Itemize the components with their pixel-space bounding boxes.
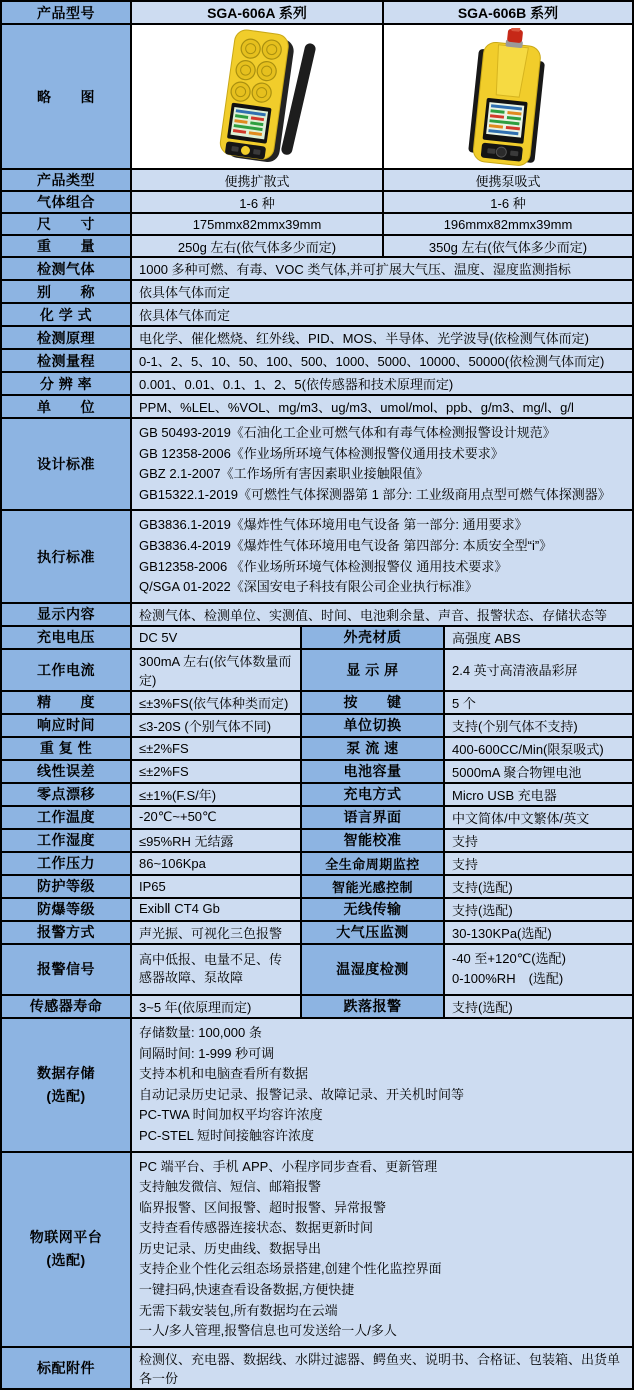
row-label: 检测原理 [2, 327, 132, 350]
row-value: 1000 多种可燃、有毒、VOC 类气体,并可扩展大气压、温度、湿度监测指标 [132, 258, 634, 281]
row-label: 响应时间 [2, 715, 132, 738]
row-value: 依具体气体而定 [132, 281, 634, 304]
label-line: 数据存储 [37, 1064, 95, 1081]
row-value: ≤95%RH 无结露 [132, 830, 302, 853]
row-label: 大气压监测 [302, 922, 445, 945]
storage-line: 存储数量: 100,000 条 [139, 1024, 262, 1040]
label-line: (选配) [46, 1252, 86, 1269]
row-value-b: 1-6 种 [384, 192, 634, 214]
iot-line: 一键扫码,快速查看设备数据,方便快捷 [139, 1282, 355, 1298]
storage-line: PC-TWA 时间加权平均容许浓度 [139, 1107, 323, 1123]
table-row [2, 350, 634, 373]
row-value: 声光振、可视化三色报警 [132, 922, 302, 945]
device-image-sga606a [132, 25, 384, 170]
row-label: 智能光感控制 [302, 876, 445, 899]
row-label: 分 辨 率 [2, 373, 132, 396]
table-row-data-storage [2, 1019, 634, 1153]
standard-line: GBZ 2.1-2007《工作场所有害因素职业接触限值》 [139, 466, 429, 482]
storage-line: 间隔时间: 1-999 秒可调 [139, 1045, 275, 1061]
row-value: ExibⅡ CT4 Gb [132, 899, 302, 922]
table-row [2, 604, 634, 627]
row-value-a: 1-6 种 [132, 192, 384, 214]
table-row [2, 214, 634, 236]
row-value-a: 175mmx82mmx39mm [132, 214, 384, 236]
iot-line: 临界报警、区间报警、超时报警、异常报警 [139, 1199, 387, 1215]
row-label: 充电电压 [2, 627, 132, 650]
row-value: -20℃~+50℃ [132, 807, 302, 830]
row-label: 单 位 [2, 396, 132, 419]
table-row [2, 761, 634, 784]
row-value: 检测仪、充电器、数据线、水阱过滤器、鳄鱼夹、说明书、合格证、包装箱、出货单各一份 [132, 1348, 634, 1390]
table-row-design-standards [2, 419, 634, 511]
standard-line: Q/SGA 01-2022《深国安电子科技有限公司企业执行标准》 [139, 579, 478, 595]
iot-line: 无需下载安装包,所有数据均在云端 [139, 1302, 338, 1318]
row-value: ≤3-20S (个别气体不同) [132, 715, 302, 738]
sketch-label: 略 图 [2, 25, 132, 170]
iot-line: 支持查看传感器连接状态、数据更新时间 [139, 1220, 374, 1236]
row-label: 检测气体 [2, 258, 132, 281]
row-value: 支持(选配) [445, 876, 634, 899]
table-row [2, 627, 634, 650]
row-label: 防护等级 [2, 876, 132, 899]
row-label [2, 1019, 132, 1153]
table-row [2, 830, 634, 853]
row-label: 工作湿度 [2, 830, 132, 853]
table-row [2, 853, 634, 876]
row-value: 高强度 ABS [445, 627, 634, 650]
row-value: 中文简体/中文繁体/英文 [445, 807, 634, 830]
row-value: 300mA 左右(依气体数量而定) [132, 650, 302, 692]
row-value: 支持 [445, 853, 634, 876]
row-value-b: 350g 左右(依气体多少而定) [384, 236, 634, 258]
row-label: 执行标准 [2, 511, 132, 603]
row-label: 报警方式 [2, 922, 132, 945]
row-value: PPM、%LEL、%VOL、mg/m3、ug/m3、umol/mol、ppb、g/m3、mg/l、g/l [132, 396, 634, 419]
table-row [2, 922, 634, 945]
table-row [2, 396, 634, 419]
iot-line: 历史记录、历史曲线、数据导出 [139, 1240, 322, 1256]
storage-line: 自动记录历史记录、报警记录、故障记录、开关机时间等 [139, 1086, 465, 1102]
row-value: 86~106Kpa [132, 853, 302, 876]
standard-line: GB3836.4-2019《爆炸性气体环境用电气设备 第四部分: 本质安全型“i”》 [139, 537, 553, 553]
row-value: 0-1、2、5、10、50、100、500、1000、5000、10000、50000(依检测气体而定) [132, 350, 634, 373]
table-row-accessories [2, 1348, 634, 1390]
row-value [132, 1019, 634, 1153]
iot-line: 一人/多人管理,报警信息也可发送给一人/多人 [139, 1323, 397, 1339]
table-row [2, 692, 634, 715]
standard-line: GB3836.1-2019《爆炸性气体环境用电气设备 第一部分: 通用要求》 [139, 517, 528, 533]
row-value: 支持(选配) [445, 899, 634, 922]
storage-line: 支持本机和电脑查看所有数据 [139, 1066, 309, 1082]
table-row [2, 327, 634, 350]
row-value-b: 196mmx82mmx39mm [384, 214, 634, 236]
row-value: 5 个 [445, 692, 634, 715]
row-value: 电化学、催化燃烧、红外线、PID、MOS、半导体、光学波导(依检测气体而定) [132, 327, 634, 350]
header-series-b: SGA-606B 系列 [384, 2, 634, 25]
table-row [2, 784, 634, 807]
row-value-b: 便携泵吸式 [384, 170, 634, 192]
gas-detector-b-illustration [438, 28, 578, 166]
row-label: 零点漂移 [2, 784, 132, 807]
row-label: 外壳材质 [302, 627, 445, 650]
row-label: 产品类型 [2, 170, 132, 192]
row-label: 标配附件 [2, 1348, 132, 1390]
row-value [132, 419, 634, 511]
row-label: 线性误差 [2, 761, 132, 784]
row-label: 传感器寿命 [2, 996, 132, 1019]
row-value: 支持 [445, 830, 634, 853]
row-label: 充电方式 [302, 784, 445, 807]
gas-detector-a-illustration [177, 28, 337, 166]
row-label: 泵 流 速 [302, 738, 445, 761]
table-row [2, 807, 634, 830]
row-value: 2.4 英寸高清液晶彩屏 [445, 650, 634, 692]
row-label: 别 称 [2, 281, 132, 304]
row-value-a: 250g 左右(依气体多少而定) [132, 236, 384, 258]
row-value: IP65 [132, 876, 302, 899]
table-row [2, 192, 634, 214]
row-label: 单位切换 [302, 715, 445, 738]
row-label: 气体组合 [2, 192, 132, 214]
row-value: DC 5V [132, 627, 302, 650]
standard-line: GB12358-2006 《作业场所环境气体检测报警仪 通用技术要求》 [139, 558, 508, 574]
row-value [132, 511, 634, 603]
row-value: 支持(选配) [445, 996, 634, 1019]
table-row-exec-standards [2, 511, 634, 603]
row-label: 工作温度 [2, 807, 132, 830]
row-value: 依具体气体而定 [132, 304, 634, 327]
row-label: 重 复 性 [2, 738, 132, 761]
row-label: 跌落报警 [302, 996, 445, 1019]
table-row [2, 899, 634, 922]
table-row-header [2, 2, 634, 25]
table-row [2, 304, 634, 327]
value-line: -40 至+120℃(选配) [452, 950, 566, 966]
iot-line: 支持企业个性化云组态场景搭建,创建个性化监控界面 [139, 1261, 442, 1277]
row-value: Micro USB 充电器 [445, 784, 634, 807]
row-label: 智能校准 [302, 830, 445, 853]
row-label: 工作压力 [2, 853, 132, 876]
value-line: 0-100%RH (选配) [452, 971, 564, 987]
table-row [2, 281, 634, 304]
row-label: 按 键 [302, 692, 445, 715]
table-row [2, 738, 634, 761]
row-value-a: 便携扩散式 [132, 170, 384, 192]
row-label: 电池容量 [302, 761, 445, 784]
row-label: 温湿度检测 [302, 945, 445, 996]
table-row [2, 373, 634, 396]
row-label: 语言界面 [302, 807, 445, 830]
table-row [2, 650, 634, 692]
table-row-iot-platform [2, 1153, 634, 1348]
row-value: 支持(个别气体不支持) [445, 715, 634, 738]
row-label: 防爆等级 [2, 899, 132, 922]
row-value: ≤±2%FS [132, 761, 302, 784]
storage-line: PC-STEL 短时间接触容许浓度 [139, 1127, 315, 1143]
row-label: 精 度 [2, 692, 132, 715]
label-line: 物联网平台 [29, 1229, 103, 1246]
row-value: 400-600CC/Min(限泵吸式) [445, 738, 634, 761]
row-label: 无线传输 [302, 899, 445, 922]
row-label: 全生命周期监控 [302, 853, 445, 876]
table-row-sketch [2, 25, 634, 170]
row-value: 0.001、0.01、0.1、1、2、5(依传感器和技术原理而定) [132, 373, 634, 396]
row-label: 显示内容 [2, 604, 132, 627]
row-value: 高中低报、电量不足、传感器故障、泵故障 [132, 945, 302, 996]
table-row-alarm-signal [2, 945, 634, 996]
row-label: 显 示 屏 [302, 650, 445, 692]
standard-line: GB 50493-2019《石油化工企业可燃气体和有毒气体检测报警设计规范》 [139, 425, 556, 440]
table-row [2, 876, 634, 899]
row-label: 化 学 式 [2, 304, 132, 327]
row-value [445, 945, 634, 996]
row-label: 尺 寸 [2, 214, 132, 236]
row-label: 重 量 [2, 236, 132, 258]
device-image-sga606b [384, 25, 634, 170]
standard-line: GB 12358-2006《作业场所环境气体检测报警仪通用技术要求》 [139, 445, 504, 461]
row-value: 3~5 年(依原理而定) [132, 996, 302, 1019]
table-row [2, 170, 634, 192]
row-label: 工作电流 [2, 650, 132, 692]
row-label: 检测量程 [2, 350, 132, 373]
label-line: (选配) [46, 1087, 86, 1104]
row-value: 5000mA 聚合物锂电池 [445, 761, 634, 784]
row-label: 报警信号 [2, 945, 132, 996]
header-model-label: 产品型号 [2, 2, 132, 25]
table-row [2, 996, 634, 1019]
row-value: 30-130KPa(选配) [445, 922, 634, 945]
row-value [132, 1153, 634, 1348]
table-row [2, 236, 634, 258]
table-row [2, 258, 634, 281]
row-label [2, 1153, 132, 1348]
row-value: ≤±3%FS(依气体种类而定) [132, 692, 302, 715]
header-series-a: SGA-606A 系列 [132, 2, 384, 25]
iot-line: 支持触发微信、短信、邮箱报警 [139, 1179, 322, 1195]
row-value: ≤±1%(F.S/年) [132, 784, 302, 807]
table-row [2, 715, 634, 738]
row-value: ≤±2%FS [132, 738, 302, 761]
iot-line: PC 端平台、手机 APP、小程序同步查看、更新管理 [139, 1158, 438, 1174]
row-value: 检测气体、检测单位、实测值、时间、电池剩余量、声音、报警状态、存储状态等 [132, 604, 634, 627]
standard-line: GB15322.1-2019《可燃性气体探测器第 1 部分: 工业级商用点型可燃气体探测器》 [139, 486, 611, 502]
row-label: 设计标准 [2, 419, 132, 511]
